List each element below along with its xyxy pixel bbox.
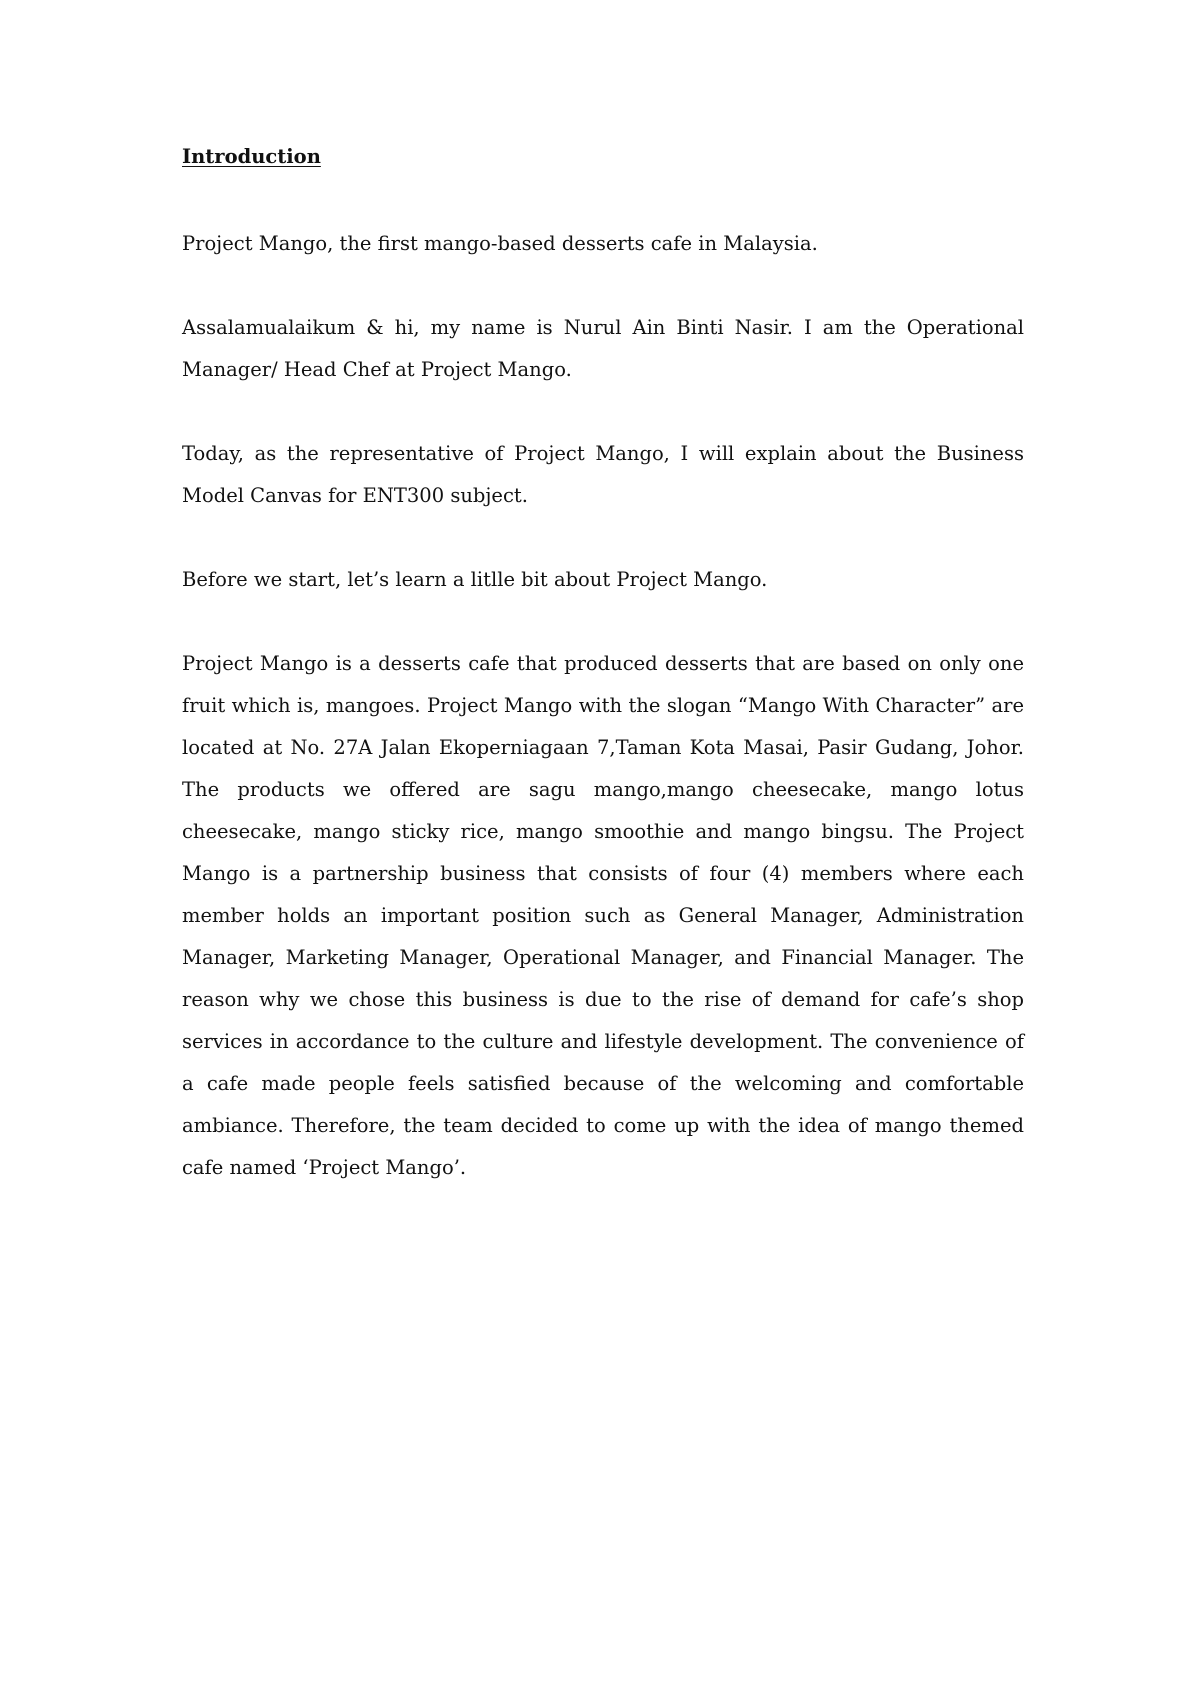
purpose-paragraph: Today, as the representative of Project Mango, I will explain about the Business Model Canvas for ENT300 subject. [182,442,1024,507]
section-heading: Introduction [182,145,321,168]
business-description-paragraph: Project Mango is a desserts cafe that produced desserts that are based on only one fruit which is, mangoes. Project Mango with the slogan “Mango With Character” are located at No. 27A Jalan Ekoperniagaan 7,Taman Kota Masai, Pasir Gudang, Johor. The products we offered are sagu mango,mango cheesecake, mango lotus cheesecake, mango sticky rice, mango smoothie and mango bingsu. The Project Mango is a partnership business that consists of four (4) members where each member holds an important position such as General Manager, Administration Manager, Marketing Manager, Operational Manager, and Financial Manager. The reason why we chose this business is due to the rise of demand for cafe’s shop services in accordance to the culture and lifestyle development. The convenience of a cafe made people feels satisfied because of the welcoming and comfortable ambiance. Therefore, the team decided to come up with the idea of mango themed cafe named ‘Project Mango’. [182,652,1024,1179]
intro-tagline-paragraph: Project Mango, the first mango-based desserts cafe in Malaysia. [182,232,818,255]
transition-paragraph: Before we start, let’s learn a litlle bit about Project Mango. [182,568,768,591]
document-body [182,142,1024,1231]
greeting-paragraph: Assalamualaikum & hi, my name is Nurul Ain Binti Nasir. I am the Operational Manager/ Head Chef at Project Mango. [182,316,1024,381]
